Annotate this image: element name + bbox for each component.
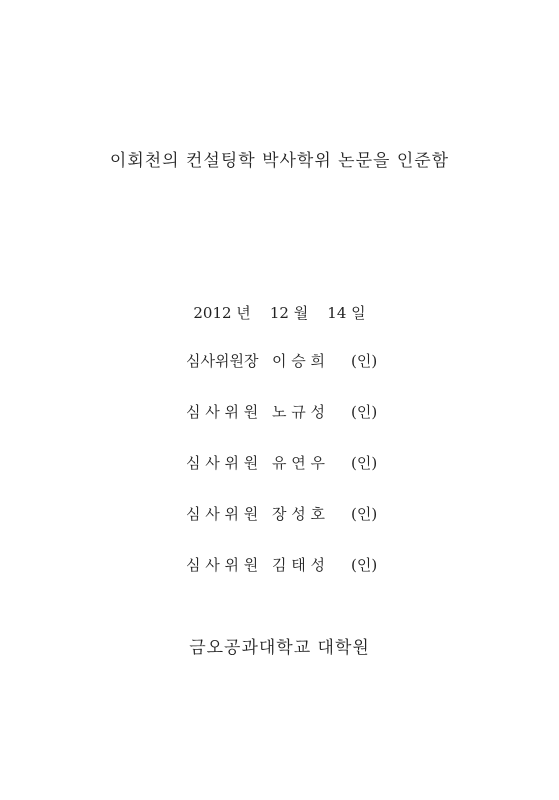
committee-role: 심 사 위 원 [186,556,259,574]
graduate-school-name: 금오공과대학교 대학원 [189,638,370,658]
committee-row-member [0,401,559,425]
committee-row-chair [0,350,559,374]
seal-mark: (인) [351,556,378,574]
approval-title: 이회천의 컨설팅학 박사학위 논문을 인준함 [109,151,450,171]
committee-name: 김 태 성 [272,556,326,574]
committee-name: 이 승 희 [272,352,326,370]
committee-role: 심 사 위 원 [186,505,259,523]
seal-mark: (인) [351,454,378,472]
committee-row-member [0,554,559,578]
committee-role: 심사위원장 [186,352,259,370]
committee-role: 심 사 위 원 [186,403,259,421]
seal-mark: (인) [351,403,378,421]
seal-mark: (인) [351,505,378,523]
committee-name: 노 규 성 [272,403,326,421]
committee-name: 장 성 호 [272,505,326,523]
committee-name: 유 연 우 [272,454,326,472]
committee-row-member [0,503,559,527]
committee-row-member [0,452,559,476]
approval-date: 2012 년 12 월 14 일 [193,304,366,322]
committee-role: 심 사 위 원 [186,454,259,472]
seal-mark: (인) [351,352,378,370]
